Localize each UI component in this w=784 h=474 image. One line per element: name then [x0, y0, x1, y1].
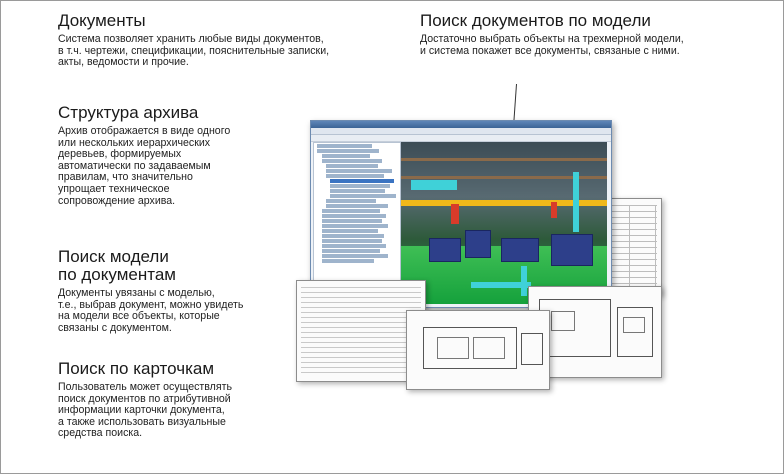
section-title: Поиск по карточкам [58, 359, 215, 378]
section-archive-structure [58, 104, 278, 207]
section-title: Документы [58, 11, 146, 30]
window-toolbar [311, 135, 611, 142]
section-card-search [58, 360, 288, 440]
section-model-by-documents [58, 248, 288, 334]
window-titlebar [311, 121, 611, 128]
section-documents [58, 12, 388, 69]
section-search-by-model [420, 12, 760, 57]
section-text: Архив отображается в виде одного или нескольких иерархических деревьев, формируемых автоматически по задаваемым правилам, что значительно упрощает техническое сопровождение архива. [58, 125, 231, 207]
section-text: Документы увязаны с моделью, т.е., выбрав документ, можно увидеть на модели все объекты, которые связаны с документом. [58, 287, 244, 334]
3d-model-view [401, 142, 607, 304]
section-text: Пользователь может осуществлять поиск документов по атрибутивной информации карточки документа, а также использовать визуальные средства поиска. [58, 381, 232, 440]
screenshot-collage [296, 112, 662, 388]
layout-drawing [406, 310, 550, 390]
section-text: Достаточно выбрать объекты на трехмерной модели, и система покажет все документы, связаные с ними. [420, 33, 684, 57]
section-title: Структура архива [58, 103, 199, 122]
section-text: Система позволяет хранить любые виды документов, в т.ч. чертежи, спецификации, пояснительные записки, акты, ведомости и прочие. [58, 33, 330, 69]
window-menubar [311, 128, 611, 135]
section-title: Поиск документов по модели [420, 11, 651, 30]
section-title: Поиск модели по документам [58, 247, 176, 284]
